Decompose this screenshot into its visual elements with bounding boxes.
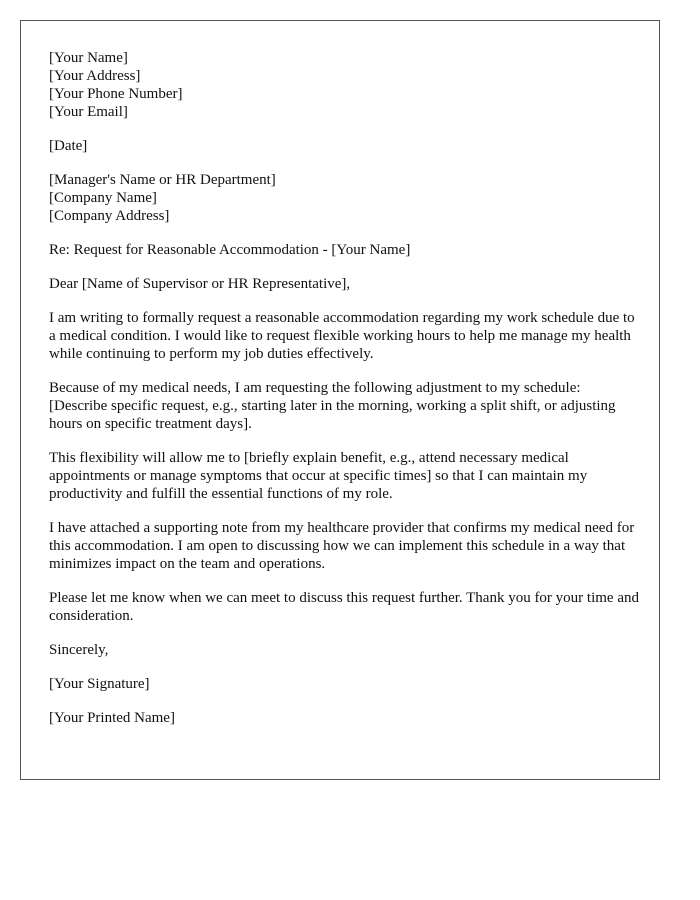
- closing: Sincerely,: [49, 642, 109, 658]
- letter-date: [Date]: [49, 138, 88, 154]
- sender-address: [Your Address]: [49, 68, 141, 84]
- letter-page: [20, 20, 660, 780]
- paragraph-2: Because of my medical needs, I am requesting the following adjustment to my schedule: [Describe specific request, e.g., starting later in the morning, working a split shift, or adjusting hours on specific treatment days].: [49, 380, 616, 432]
- paragraph-5: Please let me know when we can meet to discuss this request further. Thank you for your time and consideration.: [49, 590, 639, 624]
- recipient-name: [Manager's Name or HR Department]: [49, 172, 276, 188]
- sender-phone: [Your Phone Number]: [49, 86, 183, 102]
- recipient-company: [Company Name]: [49, 190, 157, 206]
- sender-email: [Your Email]: [49, 104, 128, 120]
- letter-body: [49, 49, 641, 743]
- salutation: Dear [Name of Supervisor or HR Representative],: [49, 276, 351, 292]
- date-block: [49, 137, 641, 155]
- paragraph-1: I am writing to formally request a reasonable accommodation regarding my work schedule due to a medical condition. I would like to request flexible working hours to help me manage my health while continuing to perform my job duties effectively.: [49, 310, 635, 362]
- sender-name: [Your Name]: [49, 50, 128, 66]
- paragraph-3: This flexibility will allow me to [briefly explain benefit, e.g., attend necessary medical appointments or manage symptoms that occur at specific times] so that I can maintain my productivity and fulfill the essential functions of my role.: [49, 450, 588, 502]
- paragraph-4: I have attached a supporting note from my healthcare provider that confirms my medical need for this accommodation. I am open to discussing how we can implement this schedule in a way that minimizes impact on the team and operations.: [49, 520, 635, 572]
- subject-line: Re: Request for Reasonable Accommodation - [Your Name]: [49, 242, 411, 258]
- signature-placeholder: [Your Signature]: [49, 676, 150, 692]
- recipient-address: [Company Address]: [49, 208, 170, 224]
- recipient-block: [49, 171, 641, 225]
- sender-block: [49, 49, 641, 121]
- printed-name-placeholder: [Your Printed Name]: [49, 710, 175, 726]
